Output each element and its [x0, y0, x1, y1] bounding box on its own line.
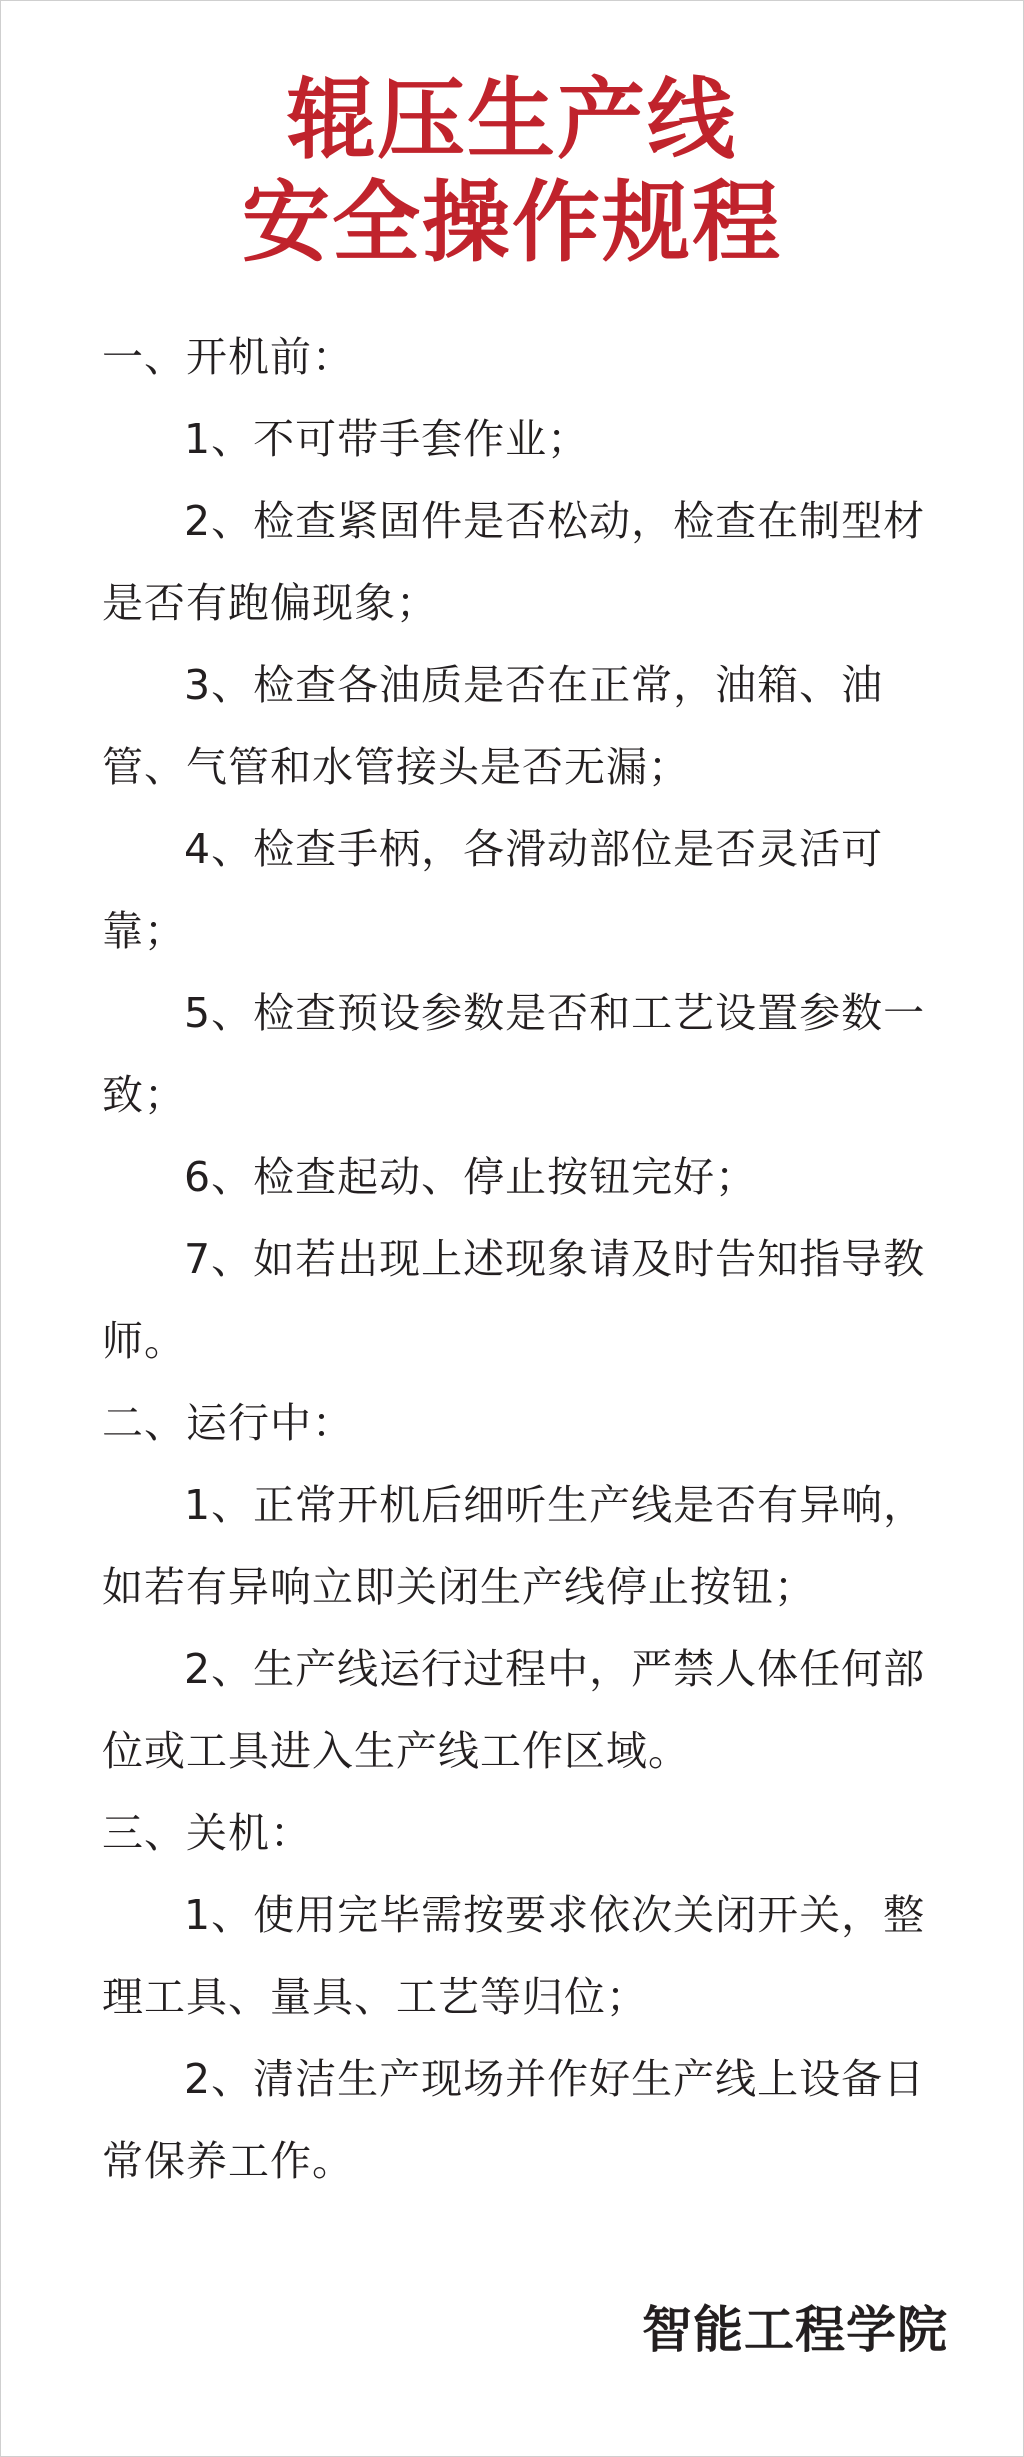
procedure-item: 1、不可带手套作业； — [184, 415, 590, 463]
section-heading-running: 二、运行中： — [102, 1399, 354, 1447]
section-heading-shutdown: 三、关机： — [102, 1809, 312, 1857]
procedure-body — [102, 316, 962, 2202]
procedure-item: 2、检查紧固件是否松动，检查在制型材是否有跑偏现象； — [102, 497, 926, 627]
procedure-item: 1、使用完毕需按要求依次关闭开关，整理工具、量具、工艺等归位； — [102, 1891, 926, 2021]
institution-name: 智能工程学院 — [642, 2301, 948, 2359]
procedure-item: 7、如若出现上述现象请及时告知指导教师。 — [102, 1235, 926, 1365]
poster-title-line-1: 辊压生产线 — [286, 68, 737, 171]
procedure-item: 2、生产线运行过程中，严禁人体任何部位或工具进入生产线工作区域。 — [102, 1645, 926, 1775]
procedure-item: 6、检查起动、停止按钮完好； — [184, 1153, 758, 1201]
procedure-item: 1、正常开机后细听生产线是否有异响，如若有异响立即关闭生产线停止按钮； — [102, 1481, 926, 1611]
procedure-item: 4、检查手柄，各滑动部位是否灵活可靠； — [102, 825, 884, 955]
procedure-item: 3、检查各油质是否在正常，油箱、油管、气管和水管接头是否无漏； — [102, 661, 884, 791]
section-heading-before-start: 一、开机前： — [102, 333, 354, 381]
procedure-item: 5、检查预设参数是否和工艺设置参数一致； — [102, 989, 926, 1119]
poster-title-line-2: 安全操作规程 — [241, 171, 782, 274]
procedure-item: 2、清洁生产现场并作好生产线上设备日常保养工作。 — [102, 2055, 926, 2185]
